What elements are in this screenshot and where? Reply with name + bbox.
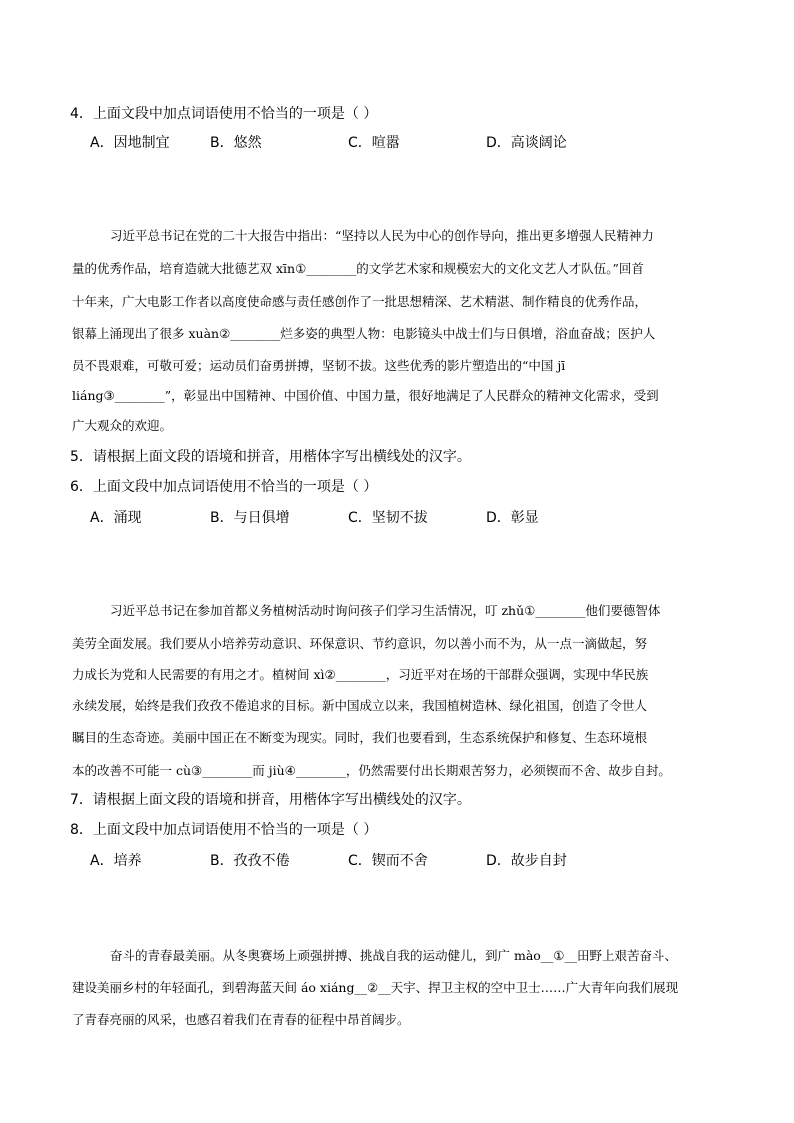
passage-line: 奋斗的青春最美丽。从冬奥赛场上顽强拼搏、挑战自我的运动健儿，到广 mào__①__田野上艰苦奋斗、 <box>110 948 678 963</box>
option-a: A．因地制宜 <box>90 135 170 151</box>
question-8-stem: 8．上面文段中加点词语使用不恰当的一项是（ ） <box>70 822 378 838</box>
passage-line: 力成长为党和人民需要的有用之才。植树间 xì②________，习近平对在场的干部群众强调，实现中华民族 <box>72 667 649 682</box>
passage-line: 建设美丽乡村的年轻面孔，到碧海蓝天间 áo xiáng__②__天宇、捍卫主权的空中卫士……广大青年向我们展现 <box>72 980 679 995</box>
passage-line: 十年来，广大电影工作者以高度使命感与责任感创作了一批思想精深、艺术精湛、制作精良的优秀作品， <box>72 294 648 309</box>
passage-line: 永续发展，始终是我们孜孜不倦追求的目标。新中国成立以来，我国植树造林、绿化祖国，创造了令世人 <box>72 698 648 713</box>
passage-line: 广大观众的欢迎。 <box>72 418 173 433</box>
option-b: B．与日俱增 <box>210 510 290 526</box>
passage-line: 量的优秀作品，培育造就大批德艺双 xīn①________的文学艺术家和规模宏大的文化文艺人才队伍。”回首 <box>72 261 644 276</box>
passage-line: 银幕上涌现出了很多 xuàn②________烂多姿的典型人物：电影镜头中战士们与日俱增，浴血奋战；医护人 <box>72 326 656 341</box>
passage-line: 本的改善不可能一 cù③________而 jiù④________，仍然需要付出长期艰苦努力，必须锲而不舍、故步自封。 <box>72 763 671 778</box>
passage-line: 习近平总书记在党的二十大报告中指出：“坚持以人民为中心的创作导向，推出更多增强人民精神力 <box>110 228 654 243</box>
option-d: D．彰显 <box>486 510 539 526</box>
option-b: B．孜孜不倦 <box>210 853 290 869</box>
question-4-stem: 4．上面文段中加点词语使用不恰当的一项是（ ） <box>70 106 378 122</box>
question-5-stem: 5．请根据上面文段的语境和拼音，用楷体字写出横线处的汉字。 <box>70 449 471 465</box>
passage-line: 美劳全面发展。我们要从小培养劳动意识、环保意识、节约意识，勿以善小而不为，从一点一滴做起，努 <box>72 636 648 651</box>
passage-line: 了青春亮丽的风采，也感召着我们在青春的征程中昂首阔步。 <box>72 1012 410 1027</box>
option-a: A．培养 <box>90 853 142 869</box>
passage-line: 员不畏艰难，可敬可爱；运动员们奋勇拼搏，坚韧不拔。这些优秀的影片塑造出的“中国 jī <box>72 358 566 373</box>
passage-line: liáng③________”，彰显出中国精神、中国价值、中国力量，很好地满足了人民群众的精神文化需求，受到 <box>72 388 659 403</box>
passage-line: 习近平总书记在参加首都义务植树活动时询问孩子们学习生活情况，叮 zhǔ①________他们要德智体 <box>110 603 661 618</box>
option-c: C．喧嚣 <box>348 135 400 151</box>
option-d: D．故步自封 <box>486 853 567 869</box>
option-b: B．悠然 <box>210 135 262 151</box>
option-c: C．锲而不舍 <box>348 853 428 869</box>
option-d: D．高谈阔论 <box>486 135 567 151</box>
option-c: C．坚韧不拔 <box>348 510 428 526</box>
option-a: A．涌现 <box>90 510 142 526</box>
question-7-stem: 7．请根据上面文段的语境和拼音，用楷体字写出横线处的汉字。 <box>70 792 471 808</box>
question-6-stem: 6．上面文段中加点词语使用不恰当的一项是（ ） <box>70 479 378 495</box>
passage-line: 瞩目的生态奇迹。美丽中国正在不断变为现实。同时，我们也要看到，生态系统保护和修复、生态环境根 <box>72 730 648 745</box>
